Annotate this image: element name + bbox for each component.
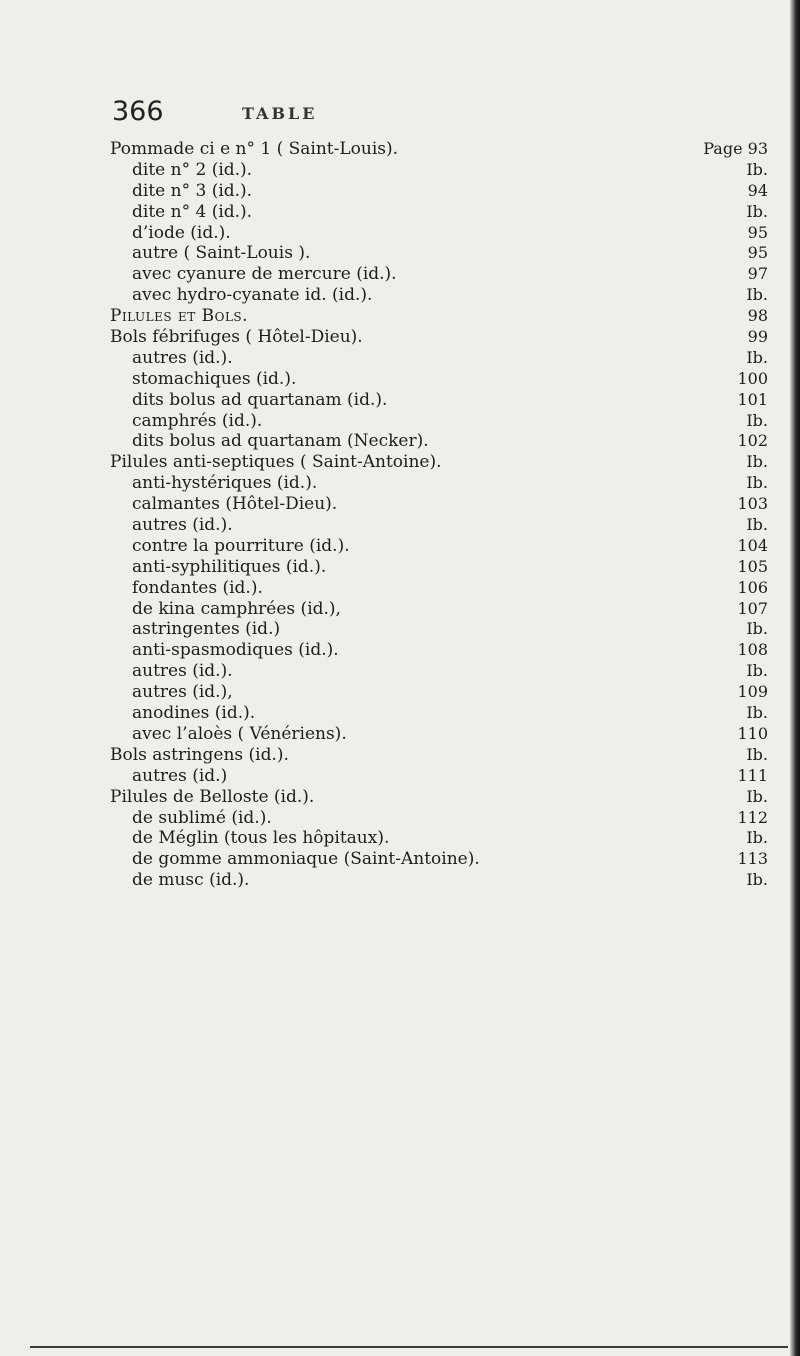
index-entry — [0, 223, 800, 244]
index-entry — [0, 348, 800, 369]
entry-page-ref: 95 — [747, 222, 768, 242]
entry-page-ref: Page 93 — [703, 139, 768, 158]
index-entry — [0, 160, 800, 181]
page-header — [112, 96, 712, 136]
entry-label: anti-spasmodiques (id.). — [132, 640, 339, 661]
index-entry — [0, 703, 800, 724]
entry-page-ref: Ib. — [746, 870, 768, 890]
entry-label: dite n° 4 (id.). — [132, 201, 253, 222]
entry-page-ref: Ib. — [746, 744, 768, 764]
entry-label: dits bolus ad quartanam (Necker). — [132, 431, 429, 452]
entry-label: camphrés (id.). — [132, 410, 263, 431]
entry-page-ref: 109 — [737, 682, 768, 702]
index-entry — [0, 369, 800, 390]
index-entry — [0, 285, 800, 306]
entry-label: autres (id.), — [132, 682, 233, 703]
entry-label: autre ( Saint-Louis ). — [132, 243, 311, 264]
entry-page-ref: Ib. — [746, 347, 768, 367]
index-entry — [0, 766, 800, 787]
entry-label: avec hydro-cyanate id. (id.). — [132, 285, 373, 306]
entry-page-ref: Ib. — [746, 410, 768, 430]
entry-label: de musc (id.). — [132, 870, 250, 891]
entry-page-ref: Ib. — [746, 159, 768, 179]
index-entry — [0, 494, 800, 515]
entry-label: calmantes (Hôtel-Dieu). — [132, 494, 338, 515]
entry-page-ref: 107 — [737, 598, 768, 618]
index-entry — [0, 390, 800, 411]
entry-page-ref: 98 — [747, 306, 768, 326]
index-entry — [0, 640, 800, 661]
index-entry — [0, 745, 800, 766]
entry-label: avec l’aloès ( Vénériens). — [132, 723, 347, 744]
index-entry — [0, 808, 800, 829]
index-entry — [0, 870, 800, 891]
entry-label: autres (id.). — [132, 661, 233, 682]
entry-label: Pilules de Belloste (id.). — [110, 786, 315, 807]
index-entry — [0, 724, 800, 745]
entry-page-ref: 101 — [737, 389, 768, 409]
entry-label: contre la pourriture (id.). — [132, 535, 350, 556]
index-entry — [0, 243, 800, 264]
entry-page-ref: Ib. — [746, 786, 768, 806]
entry-label: de gomme ammoniaque (Saint-Antoine). — [132, 849, 480, 870]
entry-page-ref: Ib. — [746, 515, 768, 535]
entry-page-ref: Ib. — [746, 828, 768, 848]
entry-page-ref: Ib. — [746, 703, 768, 723]
index-entry — [0, 202, 800, 223]
index-entry — [0, 828, 800, 849]
index-entry — [0, 557, 800, 578]
index-entry — [0, 452, 800, 473]
index-entry — [0, 849, 800, 870]
entry-page-ref: Ib. — [746, 201, 768, 221]
bottom-rule — [30, 1346, 788, 1348]
entry-label: fondantes (id.). — [132, 577, 263, 598]
entry-page-ref: Ib. — [746, 452, 768, 472]
entry-label: Pommade ci e n° 1 ( Saint-Louis). — [110, 139, 399, 159]
entry-label: avec cyanure de mercure (id.). — [132, 264, 397, 285]
index-entry — [0, 473, 800, 494]
index-entry — [0, 578, 800, 599]
index-entry — [0, 327, 800, 348]
entry-page-ref: 110 — [737, 723, 768, 743]
entry-label: Pilules anti-septiques ( Saint-Antoine). — [110, 452, 442, 473]
index-entry — [0, 181, 800, 202]
entry-label: anodines (id.). — [132, 703, 256, 724]
index-entry — [0, 787, 800, 808]
entry-page-ref: 97 — [747, 264, 768, 284]
index-entry — [0, 431, 800, 452]
entry-page-ref: Ib. — [746, 285, 768, 305]
entry-label: astringentes (id.) — [132, 619, 281, 640]
entry-page-ref: 100 — [737, 368, 768, 388]
entry-page-ref: 112 — [737, 807, 768, 827]
index-entry — [0, 264, 800, 285]
entry-label: anti-syphilitiques (id.). — [132, 556, 327, 577]
entry-page-ref: Ib. — [746, 661, 768, 681]
entry-page-ref: Ib. — [746, 473, 768, 493]
entry-label: anti-hystériques (id.). — [132, 473, 318, 494]
index-entry — [0, 515, 800, 536]
entry-label: de Méglin (tous les hôpitaux). — [132, 828, 390, 849]
entry-page-ref: 104 — [737, 535, 768, 555]
entry-label: autres (id.). — [132, 347, 233, 368]
entry-label: de sublimé (id.). — [132, 807, 272, 828]
entry-page-ref: 94 — [747, 180, 768, 200]
entry-label: dite n° 2 (id.). — [132, 159, 253, 180]
page-number: 366 — [112, 96, 164, 127]
entry-page-ref: 99 — [747, 327, 768, 347]
entry-page-ref: 111 — [737, 765, 768, 785]
index-entry — [0, 682, 800, 703]
index-entry — [0, 599, 800, 620]
entry-page-ref: 106 — [737, 577, 768, 597]
entry-label: stomachiques (id.). — [132, 368, 297, 389]
entry-page-ref: 102 — [737, 431, 768, 451]
entry-label: d’iode (id.). — [132, 222, 231, 243]
entry-page-ref: 103 — [737, 494, 768, 514]
entry-page-ref: 105 — [737, 556, 768, 576]
index-entry — [0, 661, 800, 682]
entry-label: de kina camphrées (id.), — [132, 598, 341, 619]
entry-label: autres (id.) — [132, 765, 228, 786]
entry-label: Bols fébrifuges ( Hôtel-Dieu). — [110, 327, 363, 348]
index-entry — [0, 619, 800, 640]
entry-label: dits bolus ad quartanam (id.). — [132, 389, 388, 410]
running-head: TABLE — [242, 104, 318, 123]
entry-label: autres (id.). — [132, 515, 233, 536]
index-entries — [0, 139, 800, 891]
entry-page-ref: 108 — [737, 640, 768, 660]
entry-label: Bols astringens (id.). — [110, 744, 289, 765]
entry-label: Pilules et Bols. — [110, 306, 249, 327]
entry-page-ref: 113 — [737, 849, 768, 869]
entry-label: dite n° 3 (id.). — [132, 180, 253, 201]
index-entry — [0, 139, 800, 160]
index-entry — [0, 411, 800, 432]
index-entry — [0, 306, 800, 327]
index-entry — [0, 536, 800, 557]
entry-page-ref: 95 — [747, 243, 768, 263]
entry-page-ref: Ib. — [746, 619, 768, 639]
